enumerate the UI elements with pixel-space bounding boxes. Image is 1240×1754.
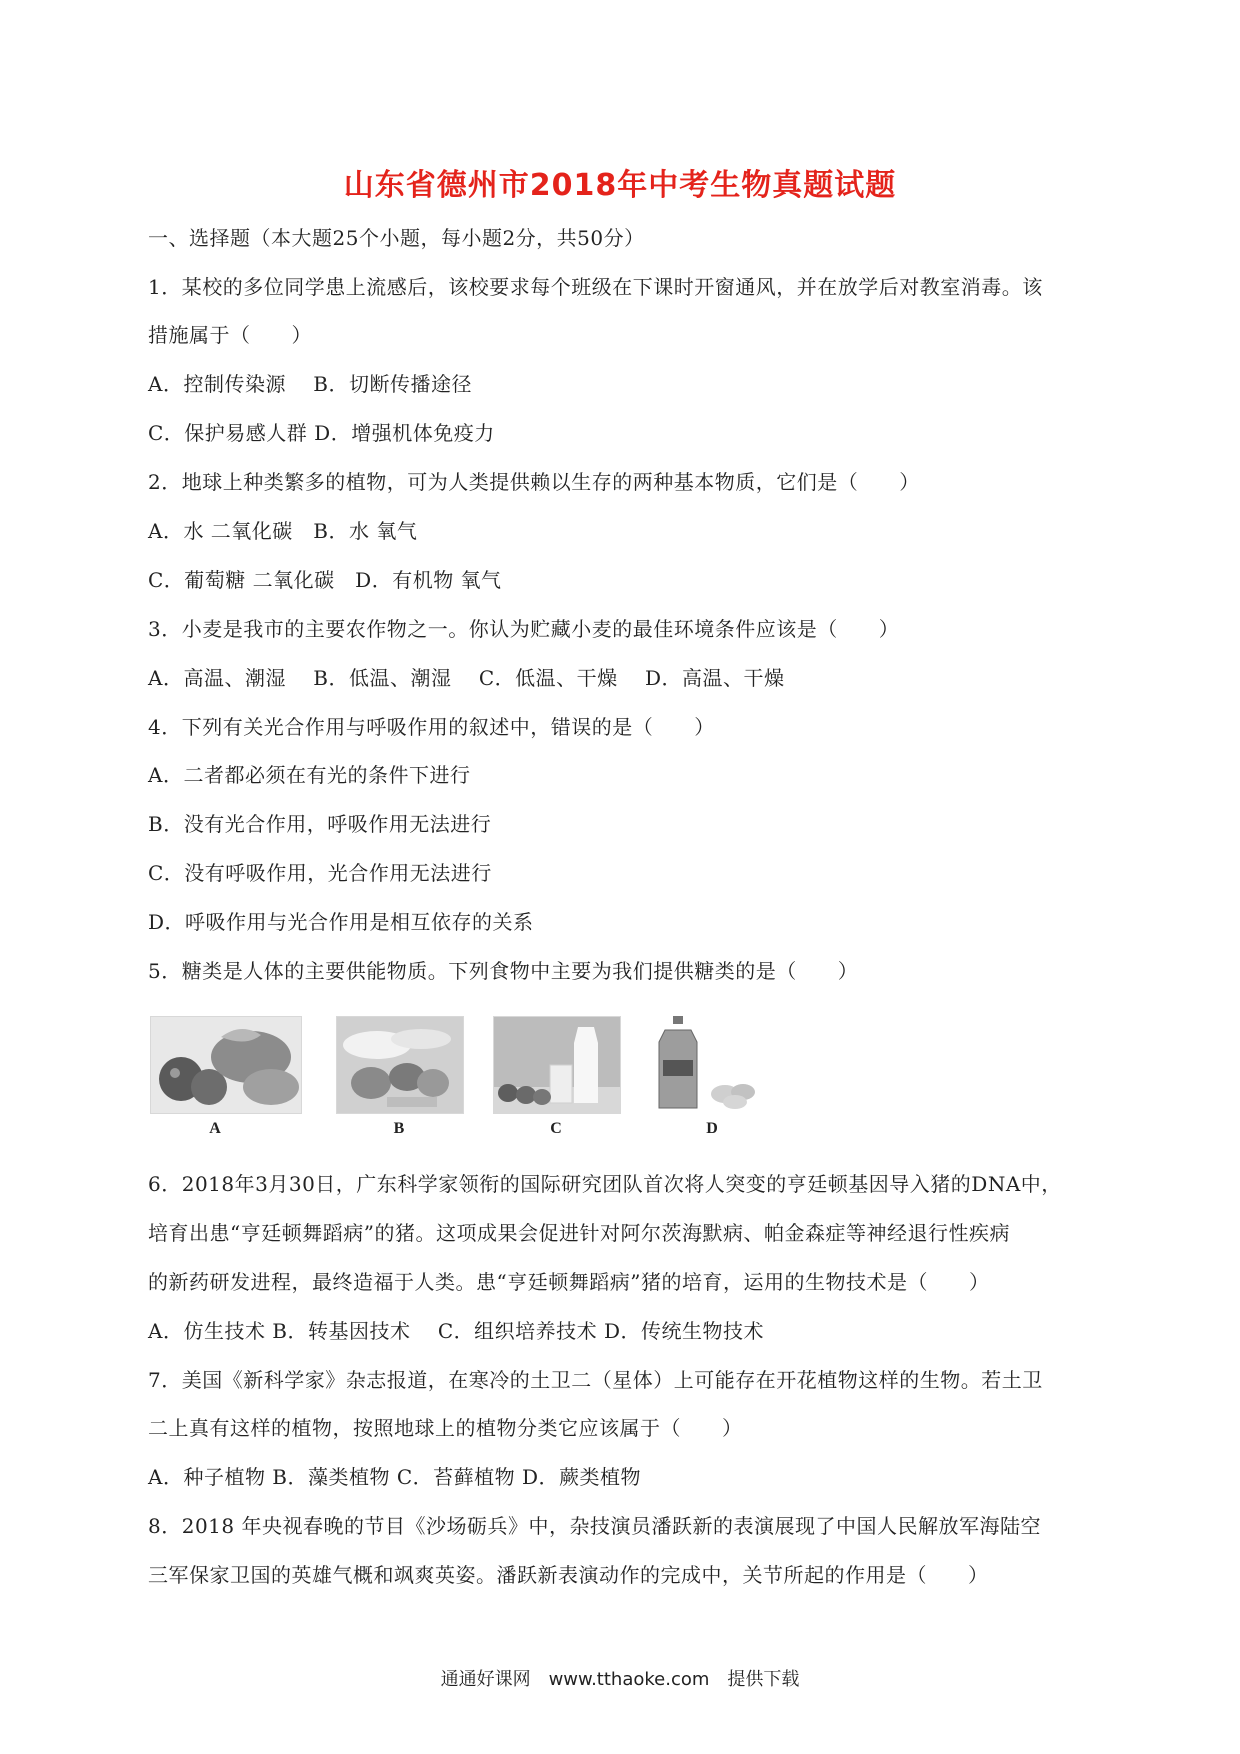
vegetables-image bbox=[150, 1016, 302, 1114]
question-line: 三军保家卫国的英雄气概和飒爽英姿。潘跃新表演动作的完成中，关节所起的作用是（ ） bbox=[148, 1563, 989, 1587]
option-line: A．控制传染源 B．切断传播途径 bbox=[148, 372, 472, 396]
food-figure-row bbox=[140, 1000, 860, 1150]
option-line: A．水 二氧化碳 B．水 氧气 bbox=[148, 519, 418, 543]
option-line: B．没有光合作用，呼吸作用无法进行 bbox=[148, 812, 492, 836]
bread-potato-image bbox=[336, 1016, 464, 1114]
option-line: A．二者都必须在有光的条件下进行 bbox=[148, 763, 471, 787]
figure-label-c: C bbox=[550, 1120, 562, 1137]
question-line: 3．小麦是我市的主要农作物之一。你认为贮藏小麦的最佳环境条件应该是（ ） bbox=[148, 617, 900, 641]
option-line: D．呼吸作用与光合作用是相互依存的关系 bbox=[148, 910, 534, 934]
page-title: 山东省德州市2018年中考生物真题试题 bbox=[343, 168, 897, 203]
question-line: 8．2018 年央视春晚的节目《沙场砺兵》中，杂技演员潘跃新的表演展现了中国人民解放军海陆空 bbox=[148, 1514, 1041, 1538]
question-line: 二上真有这样的植物，按照地球上的植物分类它应该属于（ ） bbox=[148, 1416, 743, 1440]
oil-nuts-image bbox=[655, 1016, 765, 1112]
section-heading: 一、选择题（本大题25个小题，每小题2分，共50分） bbox=[148, 226, 645, 250]
question-line: 4．下列有关光合作用与呼吸作用的叙述中，错误的是（ ） bbox=[148, 715, 715, 739]
question-line: 7．美国《新科学家》杂志报道，在寒冷的土卫二（星体）上可能存在开花植物这样的生物。若土卫 bbox=[148, 1368, 1043, 1392]
figure-label-b: B bbox=[393, 1120, 405, 1137]
figure-label-d: D bbox=[706, 1120, 718, 1137]
question-line: 2．地球上种类繁多的植物，可为人类提供赖以生存的两种基本物质，它们是（ ） bbox=[148, 470, 920, 494]
milk-eggs-image bbox=[493, 1016, 621, 1114]
question-line: 5．糖类是人体的主要供能物质。下列食物中主要为我们提供糖类的是（ ） bbox=[148, 959, 859, 983]
page-footer: 通通好课网 www.tthaoke.com 提供下载 bbox=[440, 1669, 800, 1690]
figure-label-a: A bbox=[209, 1120, 221, 1137]
option-line: C．保护易感人群 D．增强机体免疫力 bbox=[148, 421, 495, 445]
option-line: A．仿生技术 B．转基因技术 C．组织培养技术 D．传统生物技术 bbox=[148, 1319, 765, 1343]
question-line: 的新药研发进程，最终造福于人类。患“亨廷顿舞蹈病”猪的培育，运用的生物技术是（ ） bbox=[148, 1270, 990, 1294]
question-line: 培育出患“亨廷顿舞蹈病”的猪。这项成果会促进针对阿尔茨海默病、帕金森症等神经退行性疾病 bbox=[148, 1221, 1010, 1245]
option-line: C．葡萄糖 二氧化碳 D．有机物 氧气 bbox=[148, 568, 502, 592]
option-line: A．种子植物 B．藻类植物 C．苔藓植物 D．蕨类植物 bbox=[148, 1465, 642, 1489]
question-line: 措施属于（ ） bbox=[148, 323, 312, 347]
question-line: 1．某校的多位同学患上流感后，该校要求每个班级在下课时开窗通风，并在放学后对教室消毒。该 bbox=[148, 275, 1043, 299]
question-line: 6．2018年3月30日，广东科学家领衔的国际研究团队首次将人突变的亨廷顿基因导入猪的DNA中， bbox=[148, 1172, 1062, 1196]
option-line: C．没有呼吸作用，光合作用无法进行 bbox=[148, 861, 492, 885]
option-line: A．高温、潮湿 B．低温、潮湿 C．低温、干燥 D．高温、干燥 bbox=[148, 666, 785, 690]
